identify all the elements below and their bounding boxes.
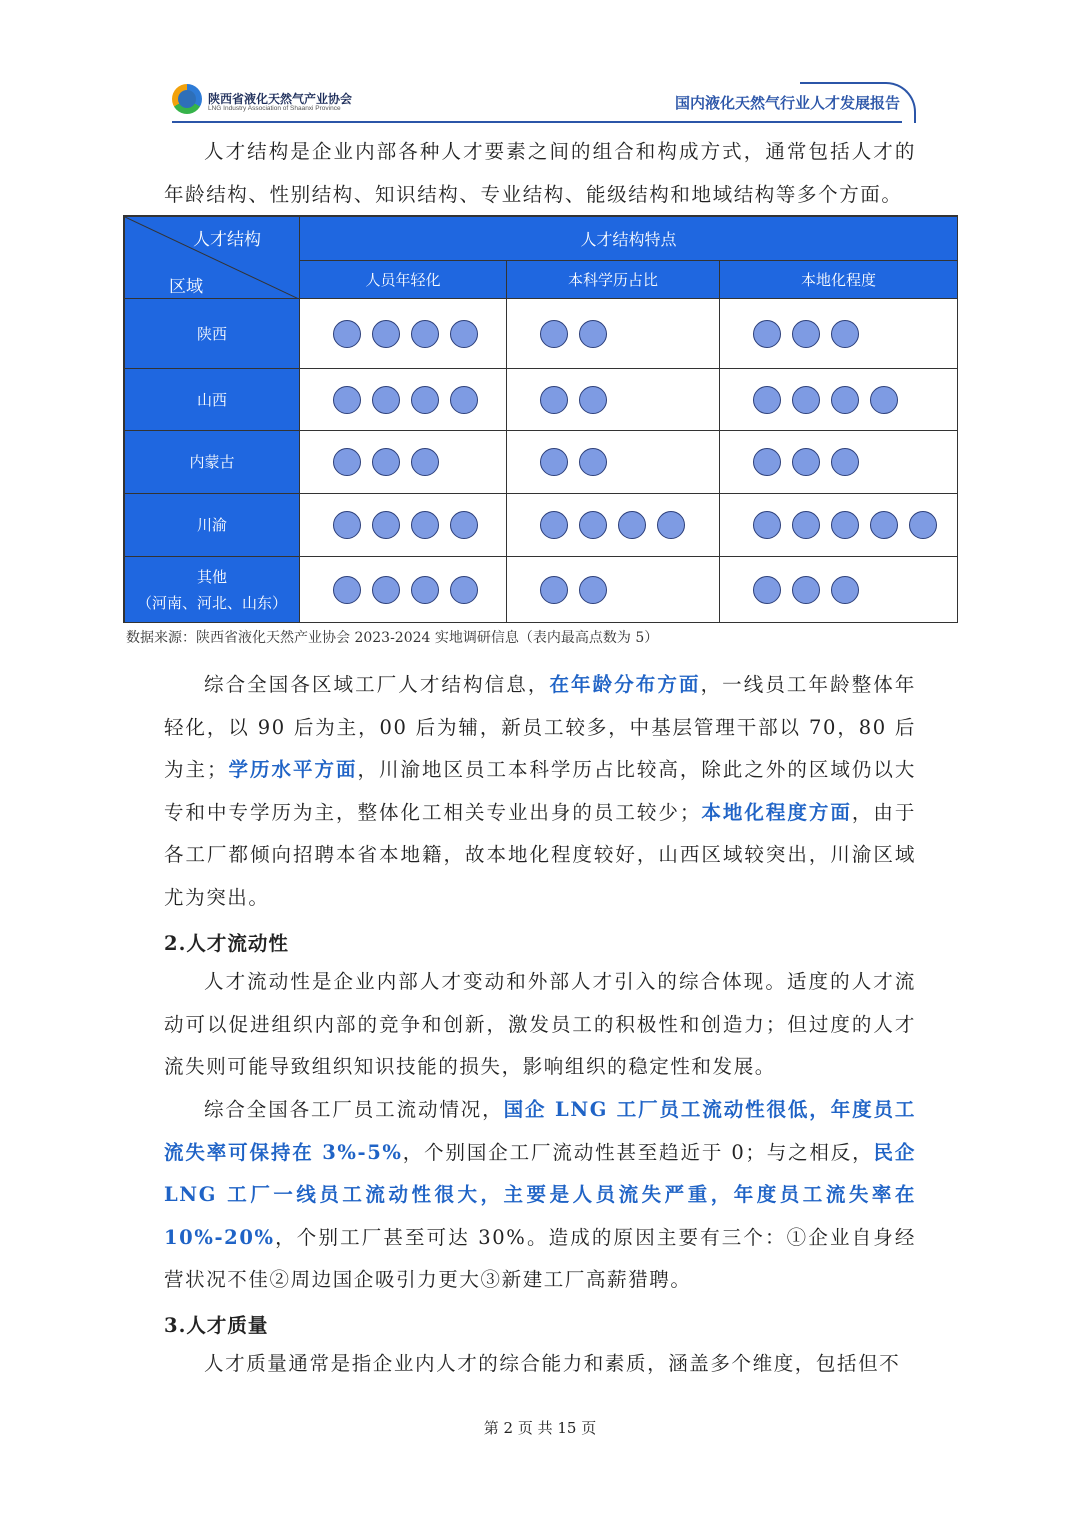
region-cell bbox=[124, 298, 300, 369]
rating-cell bbox=[719, 493, 958, 557]
rating-dot-icon bbox=[411, 511, 439, 539]
rating-dot-icon bbox=[411, 386, 439, 414]
rating-cell bbox=[506, 368, 720, 431]
highlight-localization: 本地化程度方面 bbox=[701, 800, 852, 824]
rating-dot-icon bbox=[579, 576, 607, 604]
rating-dot-icon bbox=[540, 448, 568, 476]
rating-dot-icon bbox=[450, 511, 478, 539]
highlight-age: 在年龄分布方面 bbox=[549, 673, 701, 696]
column-header-bachelor: 本科学历占比 bbox=[506, 260, 720, 299]
table-source-note: 数据来源：陕西省液化天然产业协会 2023-2024 实地调研信息（表内最高点数为 5） bbox=[126, 630, 659, 646]
rating-cell bbox=[506, 430, 720, 494]
corner-label-structure: 人才结构 bbox=[193, 230, 261, 250]
rating-dot-icon bbox=[372, 511, 400, 539]
rating-dot-icon bbox=[831, 511, 859, 539]
org-name-cn: 陕西省液化天然气产业协会 bbox=[208, 92, 353, 106]
rating-dot-icon bbox=[792, 448, 820, 476]
rating-dot-icon bbox=[870, 511, 898, 539]
rating-dot-icon bbox=[540, 386, 568, 414]
rating-dot-icon bbox=[753, 448, 781, 476]
rating-cell bbox=[299, 298, 507, 369]
rating-dot-icon bbox=[792, 511, 820, 539]
header-decoration bbox=[800, 82, 916, 123]
region-cell bbox=[124, 368, 300, 431]
region-name: 其他 bbox=[196, 567, 227, 586]
rating-dot-icon bbox=[333, 511, 361, 539]
intro-paragraph: 人才结构是企业内部各种人才要素之间的组合和构成方式，通常包括人才的年龄结构、性别结构、知识结构、专业结构、能级结构和地域结构等多个方面。 bbox=[164, 140, 916, 206]
text-run: ，个别工厂甚至可达 30%。造成的原因主要有三个：①企业自身经营状况不佳②周边国企吸引力更大③新建工厂高薪猎聘。 bbox=[164, 1225, 916, 1291]
rating-cell bbox=[506, 556, 720, 623]
mobility-definition-paragraph: 人才流动性是企业内部人才变动和外部人才引入的综合体现。适度的人才流动可以促进组织内部的竞争和创新，激发员工的积极性和创造力；但过度的人才流失则可能导致组织知识技能的损失，影响组织的稳定性和发展。 bbox=[164, 970, 916, 1078]
rating-dot-icon bbox=[540, 576, 568, 604]
page-header bbox=[0, 0, 1080, 130]
rating-dot-icon bbox=[333, 448, 361, 476]
association-logo-icon bbox=[172, 84, 202, 114]
region-name: 山西 bbox=[196, 390, 227, 409]
text-run: ，个别国企工厂流动性甚至趋近于 0；与之相反， bbox=[402, 1140, 874, 1164]
rating-cell bbox=[299, 368, 507, 431]
rating-dot-icon bbox=[831, 320, 859, 348]
region-summary-paragraph bbox=[164, 664, 916, 919]
highlight-soe-turnover: 国企 LNG 工厂员工流动性很低，年度员工流失率可保持在 3%-5% bbox=[164, 1098, 916, 1164]
region-name: 陕西 bbox=[196, 324, 227, 343]
rating-cell bbox=[506, 493, 720, 557]
rating-dot-icon bbox=[831, 576, 859, 604]
org-name-en: LNG Industry Association of Shaanxi Province bbox=[208, 105, 341, 112]
rating-dot-icon bbox=[753, 386, 781, 414]
rating-cell bbox=[719, 298, 958, 369]
rating-cell bbox=[506, 298, 720, 369]
rating-dot-icon bbox=[372, 386, 400, 414]
rating-dot-icon bbox=[657, 511, 685, 539]
region-cell bbox=[124, 430, 300, 494]
rating-cell bbox=[719, 556, 958, 623]
rating-dot-icon bbox=[792, 320, 820, 348]
rating-dot-icon bbox=[831, 448, 859, 476]
rating-cell bbox=[299, 493, 507, 557]
column-header-localization: 本地化程度 bbox=[719, 260, 958, 299]
rating-dot-icon bbox=[579, 511, 607, 539]
rating-dot-icon bbox=[618, 511, 646, 539]
rating-dot-icon bbox=[753, 511, 781, 539]
rating-dot-icon bbox=[579, 448, 607, 476]
header-divider bbox=[172, 121, 902, 123]
region-name: 内蒙古 bbox=[189, 453, 235, 471]
column-header-youth: 人员年轻化 bbox=[299, 260, 507, 299]
rating-dot-icon bbox=[792, 386, 820, 414]
rating-dot-icon bbox=[450, 320, 478, 348]
rating-cell bbox=[719, 368, 958, 431]
report-title: 国内液化天然气行业人才发展报告 bbox=[674, 94, 900, 112]
mobility-summary-paragraph bbox=[164, 1089, 916, 1302]
text-run: ，川渝地区员工本科学历占比较高，除此之外的区域仍以大专和中专学历为主，整体化工相关专业出身的员工较少； bbox=[164, 758, 916, 824]
table-corner-cell bbox=[124, 216, 300, 299]
rating-dot-icon bbox=[579, 386, 607, 414]
rating-dot-icon bbox=[450, 386, 478, 414]
rating-dot-icon bbox=[333, 576, 361, 604]
text-run: 综合全国各工厂员工流动情况， bbox=[204, 1098, 504, 1121]
rating-dot-icon bbox=[870, 386, 898, 414]
rating-dot-icon bbox=[792, 576, 820, 604]
rating-dot-icon bbox=[333, 320, 361, 348]
rating-cell bbox=[299, 430, 507, 494]
rating-dot-icon bbox=[579, 320, 607, 348]
rating-dot-icon bbox=[540, 320, 568, 348]
rating-dot-icon bbox=[411, 448, 439, 476]
rating-dot-icon bbox=[753, 320, 781, 348]
region-cell bbox=[124, 493, 300, 557]
rating-dot-icon bbox=[372, 448, 400, 476]
rating-dot-icon bbox=[909, 511, 937, 539]
rating-dot-icon bbox=[372, 576, 400, 604]
highlight-private-turnover: 民企 LNG 工厂一线员工流动性很大，主要是人员流失严重，年度员工流失率在 10%-20% bbox=[164, 1140, 916, 1249]
rating-dot-icon bbox=[831, 386, 859, 414]
rating-dot-icon bbox=[411, 320, 439, 348]
highlight-education: 学历水平方面 bbox=[228, 758, 358, 781]
rating-dot-icon bbox=[753, 576, 781, 604]
quality-paragraph: 人才质量通常是指企业内人才的综合能力和素质，涵盖多个维度，包括但不 bbox=[204, 1352, 901, 1375]
rating-cell bbox=[719, 430, 958, 494]
text-run: ，由于各工厂都倾向招聘本省本地籍，故本地化程度较好，山西区域较突出，川渝区域尤为突出。 bbox=[164, 800, 916, 909]
rating-dot-icon bbox=[411, 576, 439, 604]
rating-dot-icon bbox=[372, 320, 400, 348]
region-cell bbox=[124, 556, 300, 623]
rating-dot-icon bbox=[540, 511, 568, 539]
page-number: 第 2 页 共 15 页 bbox=[483, 1419, 597, 1437]
region-sub-name: （河南、河北、山东） bbox=[136, 593, 287, 612]
text-run: ，一线员工年龄整体年轻化，以 90 后为主，00 后为辅，新员工较多，中基层管理干部以 70，80 后为主； bbox=[164, 673, 916, 781]
text-run: 综合全国各区域工厂人才结构信息， bbox=[204, 673, 550, 696]
rating-dot-icon bbox=[450, 576, 478, 604]
section-heading-mobility: 2.人才流动性 bbox=[164, 932, 289, 955]
corner-label-region: 区域 bbox=[169, 277, 203, 297]
table-group-header: 人才结构特点 bbox=[299, 216, 958, 261]
talent-structure-table bbox=[123, 215, 958, 623]
section-heading-quality: 3.人才质量 bbox=[164, 1314, 269, 1337]
rating-dot-icon bbox=[333, 386, 361, 414]
rating-cell bbox=[299, 556, 507, 623]
region-name: 川渝 bbox=[196, 516, 227, 534]
